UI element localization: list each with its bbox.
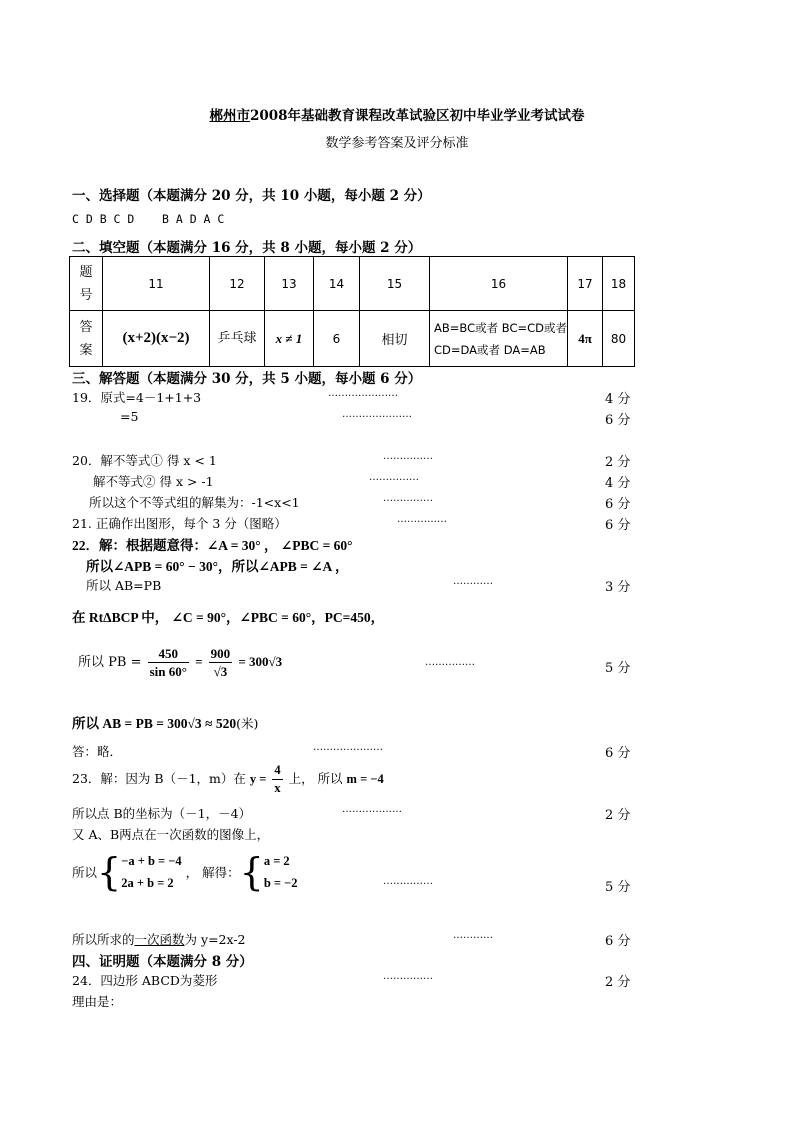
score: 3 分 bbox=[605, 580, 631, 595]
fraction: $\frac{900}{√3}$ bbox=[210, 646, 231, 679]
dot-leader: ………… bbox=[453, 930, 493, 941]
answer-cell: 80 bbox=[603, 311, 635, 367]
q22-line4: 在 RtΔBCP 中， ∠C = 90°，∠PBC = 60°，PC=450， bbox=[72, 610, 385, 625]
answer-cell: 乒乓球 bbox=[210, 311, 265, 367]
q22-line6: 所以 AB = PB = 300√3 ≈ 520(米) bbox=[72, 716, 259, 731]
fraction: $\frac{450}{\sin 60^\circ}$ bbox=[149, 646, 187, 679]
dot-leader: ………… bbox=[453, 576, 493, 587]
dot-leader: …………… bbox=[383, 876, 433, 887]
page-title bbox=[0, 104, 794, 124]
table-row bbox=[70, 311, 635, 367]
section2-heading: 二、填空题（本题满分 16 分，共 8 小题，每小题 2 分） bbox=[72, 240, 422, 256]
equation-system: a = 2 b = −2 bbox=[263, 854, 298, 890]
dot-leader: …………… bbox=[425, 657, 475, 668]
table-cell: 17 bbox=[568, 257, 603, 311]
dot-leader: ………………… bbox=[313, 742, 383, 753]
table-cell: 15 bbox=[360, 257, 430, 311]
answer-cell: x ≠ 1 bbox=[265, 311, 314, 367]
score: 6 分 bbox=[605, 497, 631, 512]
section1-answers: C D B C D B A D A C bbox=[72, 212, 225, 226]
title-rest: 2008年基础教育课程改革试验区初中毕业学业考试试卷 bbox=[249, 108, 585, 124]
score: 2 分 bbox=[605, 808, 631, 823]
table-cell: 14 bbox=[314, 257, 360, 311]
score: 4 分 bbox=[605, 476, 631, 491]
score: 5 分 bbox=[605, 661, 631, 676]
answer-cell: 4π bbox=[568, 311, 603, 367]
score: 6 分 bbox=[605, 934, 631, 949]
answer-cell: 6 bbox=[314, 311, 360, 367]
table-row bbox=[70, 257, 635, 311]
q23-line3: 又 A、B两点在一次函数的图像上， bbox=[72, 827, 270, 842]
score: 6 分 bbox=[605, 413, 631, 428]
score: 2 分 bbox=[605, 455, 631, 470]
q22-line1: 22．解：根据题意得：∠A = 30° ， ∠PBC = 60° bbox=[72, 538, 353, 553]
section1-heading: 一、选择题（本题满分 20 分，共 10 小题，每小题 2 分） bbox=[72, 188, 431, 204]
q22-line5: 所以 PB = $\frac{450}{\sin 60^\circ}$ = $\frac{900}{√3}$ = 300√3 bbox=[78, 646, 283, 679]
q20-line1: 20．解不等式① 得 x < 1 bbox=[72, 453, 217, 468]
dot-leader: ………………… bbox=[342, 409, 412, 420]
score: 5 分 bbox=[605, 880, 631, 895]
q23-line4: 所以{ −a + b = −4 2a + b = 2 ， 解得：{ a = 2 b = −2 bbox=[72, 850, 298, 894]
dot-leader: …………… bbox=[383, 493, 433, 504]
table-cell: 13 bbox=[265, 257, 314, 311]
q22-line3: 所以 AB=PB bbox=[86, 578, 162, 593]
q24-line2: 理由是： bbox=[72, 994, 123, 1009]
section4-heading: 四、证明题（本题满分 8 分） bbox=[72, 954, 253, 970]
row-label-answer: 答案 bbox=[70, 311, 103, 367]
q23-line2: 所以点 B的坐标为（－1，－4） bbox=[72, 806, 252, 821]
section3-heading: 三、解答题（本题满分 30 分，共 5 小题，每小题 6 分） bbox=[72, 371, 422, 387]
equation-system: −a + b = −4 2a + b = 2 bbox=[121, 854, 182, 890]
q22-prefix: 所以 PB = bbox=[78, 655, 142, 670]
q24-line1: 24．四边形 ABCD为菱形 bbox=[72, 973, 218, 988]
q23-line1: 23．解：因为 B（－1，m）在 y = $\frac{4}{x}$ 上， 所以 m = −4 bbox=[72, 763, 384, 795]
table-cell: 18 bbox=[603, 257, 635, 311]
fill-in-table bbox=[69, 256, 635, 367]
q23-line5: 所以所求的一次函数为 y=2x-2 bbox=[72, 932, 246, 947]
answer-cell: (x+2)(x−2) bbox=[103, 311, 210, 367]
q21: 21. 正确作出图形，每个 3 分（图略） bbox=[72, 516, 287, 531]
q19-line2: =5 bbox=[120, 409, 139, 424]
q22-result: = 300√3 bbox=[238, 654, 283, 669]
score: 6 分 bbox=[605, 518, 631, 533]
score: 2 分 bbox=[605, 975, 631, 990]
q20-line3: 所以这个不等式组的解集为：-1<x<1 bbox=[89, 495, 300, 510]
title-city: 郴州市 bbox=[209, 108, 250, 124]
table-cell: 11 bbox=[103, 257, 210, 311]
dot-leader: …………… bbox=[369, 472, 419, 483]
score: 6 分 bbox=[605, 746, 631, 761]
dot-leader: …………… bbox=[383, 451, 433, 462]
dot-leader: ……………… bbox=[342, 804, 402, 815]
page-subtitle: 数学参考答案及评分标准 bbox=[325, 136, 469, 151]
table-cell: 16 bbox=[430, 257, 568, 311]
dot-leader: …………… bbox=[397, 514, 447, 525]
answer-cell: AB=BC或者 BC=CD或者 CD=DA或者 DA=AB bbox=[430, 311, 568, 367]
score: 4 分 bbox=[605, 392, 631, 407]
row-label-number: 题号 bbox=[70, 257, 103, 311]
fraction: $\frac{4}{x}$ bbox=[274, 763, 281, 795]
q22-line7: 答：略． bbox=[72, 744, 123, 759]
q22-line2: 所以∠APB = 60° − 30°，所以∠APB = ∠A ， bbox=[86, 559, 349, 574]
dot-leader: …………… bbox=[383, 971, 433, 982]
q20-line2: 解不等式② 得 x > -1 bbox=[93, 474, 214, 489]
dot-leader: ………………… bbox=[328, 388, 398, 399]
answer-cell: 相切 bbox=[360, 311, 430, 367]
q19-line1: 19．原式=4－1+1+3 bbox=[72, 390, 202, 405]
table-cell: 12 bbox=[210, 257, 265, 311]
